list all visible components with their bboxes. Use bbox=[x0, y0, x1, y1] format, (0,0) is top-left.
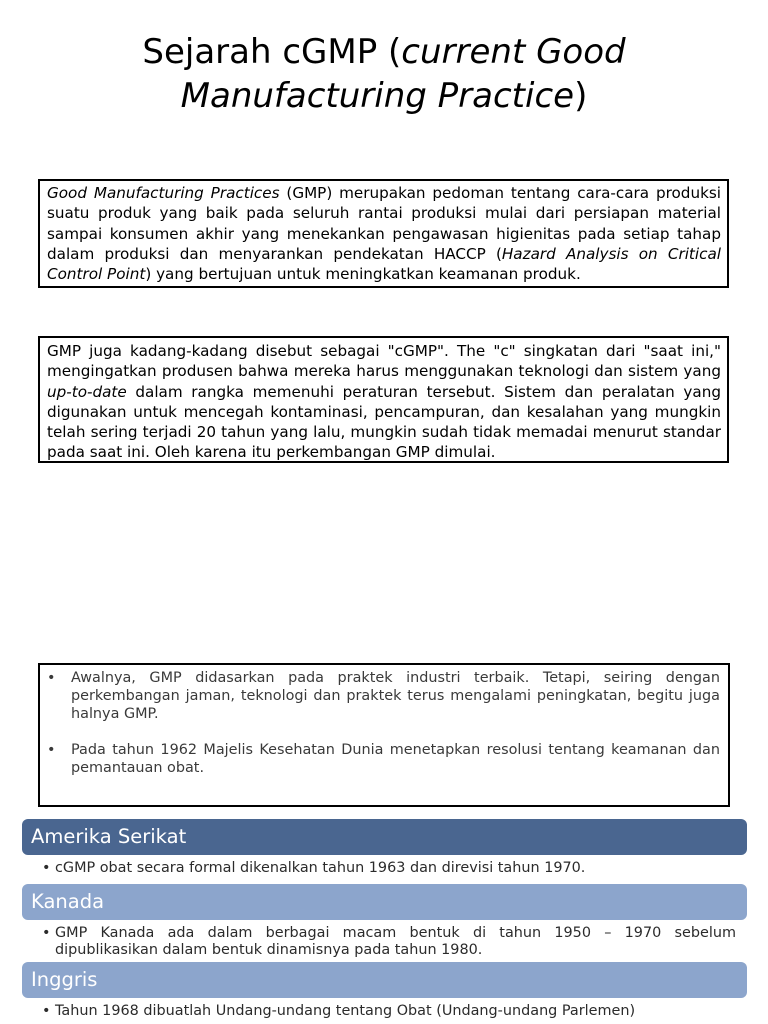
bullet-icon: • bbox=[42, 860, 51, 876]
bullet-icon: • bbox=[47, 742, 56, 758]
cgmp-explanation-part1: GMP juga kadang-kadang disebut sebagai "cGMP". The "c" singkatan dari "saat ini," mengingatkan produsen bahwa mereka harus menggunakan teknologi dan sistem yang bbox=[47, 342, 721, 381]
section-header-kanada: Kanada bbox=[22, 884, 747, 920]
cgmp-explanation-text bbox=[47, 341, 721, 463]
bullet-icon: • bbox=[47, 670, 56, 686]
cgmp-explanation-part2: dalam rangka memenuhi peraturan tersebut. Sistem dan peralatan yang digunakan untuk mencegah kontaminasi, pencampuran, dan kesalahan yang mungkin telah sering terjadi 20 tahun yang lalu, mungkin sudah tidak memadai menurut standar pada saat ini. Oleh karena itu perkembangan GMP dimulai. bbox=[47, 382, 721, 462]
bullet-text: Pada tahun 1962 Majelis Kesehatan Dunia menetapkan resolusi tentang keamanan dan pemantauan obat. bbox=[71, 742, 720, 776]
gmp-definition-part1: (GMP) merupakan pedoman tentang cara-cara produksi suatu produk yang baik pada seluruh rantai produksi mulai dari persiapan material sampai konsumen akhir yang menekankan pengawasan higienitas pada setiap tahap dalam produksi dan menyarankan pendekatan HACCP ( bbox=[47, 184, 721, 263]
bullet-text: Awalnya, GMP didasarkan pada praktek industri terbaik. Tetapi, seiring dengan perkembangan jaman, teknologi dan praktek terus mengalami peningkatan, begitu juga halnya GMP. bbox=[71, 670, 720, 722]
section-text: GMP Kanada ada dalam berbagai macam bentuk di tahun 1950 – 1970 sebelum dipublikasikan dalam bentuk dinamisnya pada tahun 1980. bbox=[55, 925, 736, 958]
gmp-definition-text bbox=[47, 183, 721, 284]
bullet-icon: • bbox=[42, 925, 51, 941]
title-line2-plain: ) bbox=[574, 76, 588, 116]
title-line1-italic: current Good bbox=[401, 32, 626, 72]
section-text-amerika-serikat bbox=[42, 860, 736, 877]
title-line2-italic: Manufacturing Practice bbox=[180, 76, 575, 116]
section-text: Tahun 1968 dibuatlah Undang-undang tentang Obat (Undang-undang Parlemen) bbox=[55, 1003, 636, 1019]
history-bullet-list bbox=[47, 669, 720, 795]
section-text: cGMP obat secara formal dikenalkan tahun 1963 dan direvisi tahun 1970. bbox=[55, 860, 586, 876]
section-header-inggris: Inggris bbox=[22, 962, 747, 998]
bullet-icon: • bbox=[42, 1003, 51, 1019]
haccp-term: Hazard Analysis on Critical Control Point bbox=[47, 244, 721, 284]
gmp-term: Good Manufacturing Practices bbox=[47, 184, 280, 202]
title-line1-plain: Sejarah cGMP ( bbox=[142, 32, 402, 72]
page-title bbox=[40, 30, 728, 118]
section-text-inggris bbox=[42, 1003, 736, 1020]
section-text-kanada bbox=[42, 925, 736, 959]
list-item bbox=[47, 669, 720, 723]
up-to-date-term: up-to-date bbox=[47, 382, 127, 401]
gmp-definition-part2: ) yang bertujuan untuk meningkatkan keamanan produk. bbox=[145, 265, 581, 284]
section-header-amerika-serikat: Amerika Serikat bbox=[22, 819, 747, 855]
list-item bbox=[47, 741, 720, 777]
